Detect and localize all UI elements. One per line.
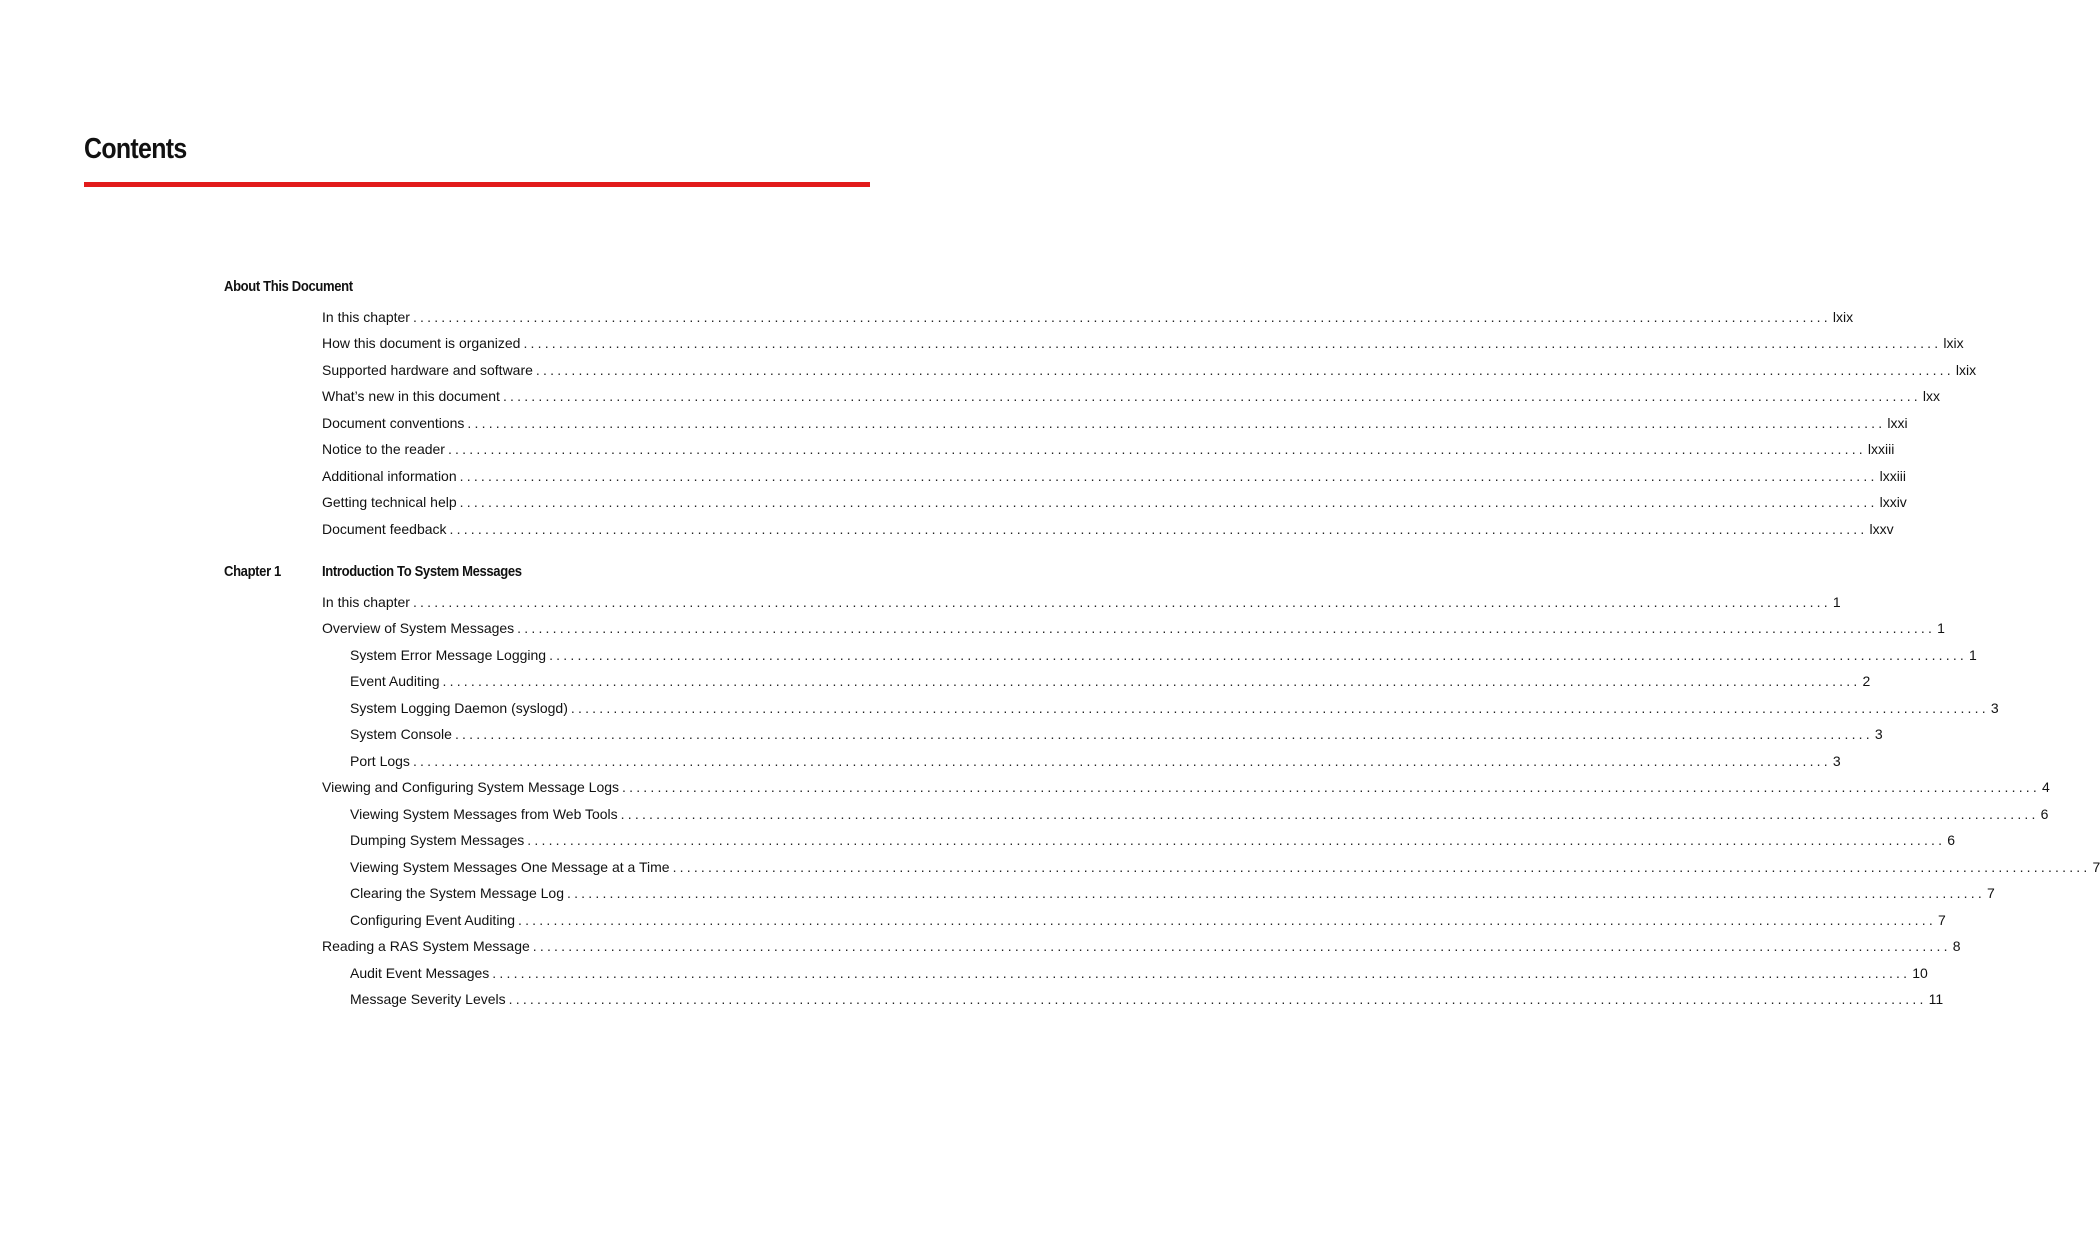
toc-entry[interactable]: [322, 414, 1908, 432]
page-title: Contents: [84, 133, 187, 165]
toc-entry[interactable]: [322, 361, 1977, 379]
toc-page-number: 6: [1947, 832, 1956, 848]
toc-entry[interactable]: [322, 440, 1895, 458]
toc-entry-label: Supported hardware and software: [322, 362, 533, 378]
toc-entry-label: Viewing System Messages from Web Tools: [350, 806, 618, 822]
toc-entry-label: Event Auditing: [350, 673, 440, 689]
toc-entry[interactable]: [322, 334, 1964, 352]
toc-entry-label: Configuring Event Auditing: [350, 912, 515, 928]
dot-leader: ........................................................................................................................................................................................................: [449, 521, 1868, 537]
toc-entry[interactable]: [350, 752, 1841, 770]
dot-leader: ........................................................................................................................................................................................................: [454, 726, 1873, 742]
toc-entry-label: Overview of System Messages: [322, 620, 515, 636]
dot-leader: ........................................................................................................................................................................................................: [622, 779, 2040, 795]
dot-leader: ........................................................................................................................................................................................................: [492, 965, 1911, 981]
toc-entry[interactable]: [350, 990, 1944, 1008]
toc-entry[interactable]: [350, 831, 1956, 849]
toc-page-number: lxxiv: [1879, 494, 1907, 510]
toc-page-number: lxix: [1955, 362, 1977, 378]
toc-entry-label: System Logging Daemon (syslogd): [350, 700, 568, 716]
dot-leader: ........................................................................................................................................................................................................: [567, 885, 1985, 901]
toc-page-number: 1: [1937, 620, 1945, 636]
toc-entry[interactable]: [350, 699, 1999, 717]
toc-page-number: 7: [1937, 912, 1946, 928]
toc-entry[interactable]: [350, 858, 2100, 876]
dot-leader: ........................................................................................................................................................................................................: [620, 806, 2039, 822]
toc-page-number: lxxiii: [1879, 468, 1907, 484]
section-heading-about-this-document: About This Document: [224, 279, 353, 295]
toc-entry[interactable]: [322, 619, 1945, 637]
toc-page-number: lxix: [1943, 335, 1964, 351]
toc-entry-label: Document conventions: [322, 415, 465, 431]
dot-leader: ........................................................................................................................................................................................................: [502, 388, 1921, 404]
toc-entry[interactable]: [322, 937, 1961, 955]
toc-entry-label: Audit Event Messages: [350, 965, 490, 981]
toc-entry[interactable]: [322, 387, 1941, 405]
toc-entry-label: Notice to the reader: [322, 441, 445, 457]
toc-page-number: 3: [1990, 700, 1999, 716]
dot-leader: ........................................................................................................................................................................................................: [459, 468, 1878, 484]
toc-page-number: lxxiii: [1867, 441, 1895, 457]
dot-leader: ........................................................................................................................................................................................................: [527, 832, 1946, 848]
dot-leader: ........................................................................................................................................................................................................: [412, 309, 1831, 325]
toc-entry-label: Reading a RAS System Message: [322, 938, 530, 954]
toc-entry[interactable]: [350, 884, 1995, 902]
toc-entry[interactable]: [350, 672, 1871, 690]
dot-leader: ........................................................................................................................................................................................................: [523, 335, 1942, 351]
dot-leader: ........................................................................................................................................................................................................: [672, 859, 2091, 875]
toc-entry-label: Additional information: [322, 468, 457, 484]
toc-page-number: 8: [1952, 938, 1961, 954]
dot-leader: ........................................................................................................................................................................................................: [517, 620, 1936, 636]
toc-entry-label: In this chapter: [322, 309, 410, 325]
toc-entry-label: Viewing System Messages One Message at a Time: [350, 859, 670, 875]
toc-entry[interactable]: [322, 493, 1907, 511]
toc-page-number: 3: [1832, 753, 1841, 769]
toc-page-number: 10: [1912, 965, 1928, 981]
dot-leader: ........................................................................................................................................................................................................: [447, 441, 1866, 457]
toc-entry-label: Document feedback: [322, 521, 447, 537]
dot-leader: ........................................................................................................................................................................................................: [442, 673, 1861, 689]
dot-leader: ........................................................................................................................................................................................................: [467, 415, 1886, 431]
toc-entry[interactable]: [322, 778, 2050, 796]
toc-entry[interactable]: [350, 911, 1946, 929]
chapter-number: Chapter 1: [224, 564, 281, 580]
toc-page-number: 6: [2040, 806, 2049, 822]
toc-entry-label: Clearing the System Message Log: [350, 885, 564, 901]
dot-leader: ........................................................................................................................................................................................................: [459, 494, 1878, 510]
toc-page-number: lxix: [1832, 309, 1854, 325]
toc-page-number: 11: [1928, 991, 1944, 1007]
toc-entry[interactable]: [322, 308, 1854, 326]
toc-page-number: 4: [2041, 779, 2050, 795]
toc-entry[interactable]: [350, 725, 1883, 743]
toc-page-number: 7: [2092, 859, 2100, 875]
toc-entry-label: Viewing and Configuring System Message Logs: [322, 779, 620, 795]
toc-entry[interactable]: [322, 520, 1894, 538]
dot-leader: ........................................................................................................................................................................................................: [532, 938, 1951, 954]
toc-entry-label: How this document is organized: [322, 335, 521, 351]
dot-leader: ........................................................................................................................................................................................................: [535, 362, 1954, 378]
dot-leader: ........................................................................................................................................................................................................: [412, 753, 1831, 769]
toc-entry-label: System Console: [350, 726, 452, 742]
toc-page-number: 1: [1969, 647, 1977, 663]
toc-entry-label: Dumping System Messages: [350, 832, 525, 848]
toc-entry-label: Message Severity Levels: [350, 991, 506, 1007]
toc-page-number: 7: [1986, 885, 1995, 901]
toc-page-number: lxx: [1922, 388, 1941, 404]
toc-entry-label: Getting technical help: [322, 494, 457, 510]
toc-entry[interactable]: [322, 467, 1907, 485]
dot-leader: ........................................................................................................................................................................................................: [570, 700, 1989, 716]
toc-page-number: lxxv: [1869, 521, 1894, 537]
toc-entry[interactable]: [350, 964, 1928, 982]
toc-entry[interactable]: [350, 646, 1977, 664]
toc-page-number: 2: [1862, 673, 1871, 689]
toc-entry-label: What’s new in this document: [322, 388, 500, 404]
toc-entry-label: Port Logs: [350, 753, 410, 769]
toc-entry-label: In this chapter: [322, 594, 410, 610]
toc-page-number: 3: [1874, 726, 1883, 742]
toc-entry-label: System Error Message Logging: [350, 647, 547, 663]
toc-entry[interactable]: [322, 593, 1841, 611]
toc-page-number: lxxi: [1887, 415, 1908, 431]
dot-leader: ........................................................................................................................................................................................................: [412, 594, 1831, 610]
dot-leader: ........................................................................................................................................................................................................: [549, 647, 1968, 663]
title-rule: [84, 182, 870, 187]
chapter-title[interactable]: Introduction To System Messages: [322, 564, 522, 580]
dot-leader: ........................................................................................................................................................................................................: [508, 991, 1927, 1007]
dot-leader: ........................................................................................................................................................................................................: [518, 912, 1936, 928]
toc-page-number: 1: [1832, 594, 1841, 610]
toc-entry[interactable]: [350, 805, 2049, 823]
